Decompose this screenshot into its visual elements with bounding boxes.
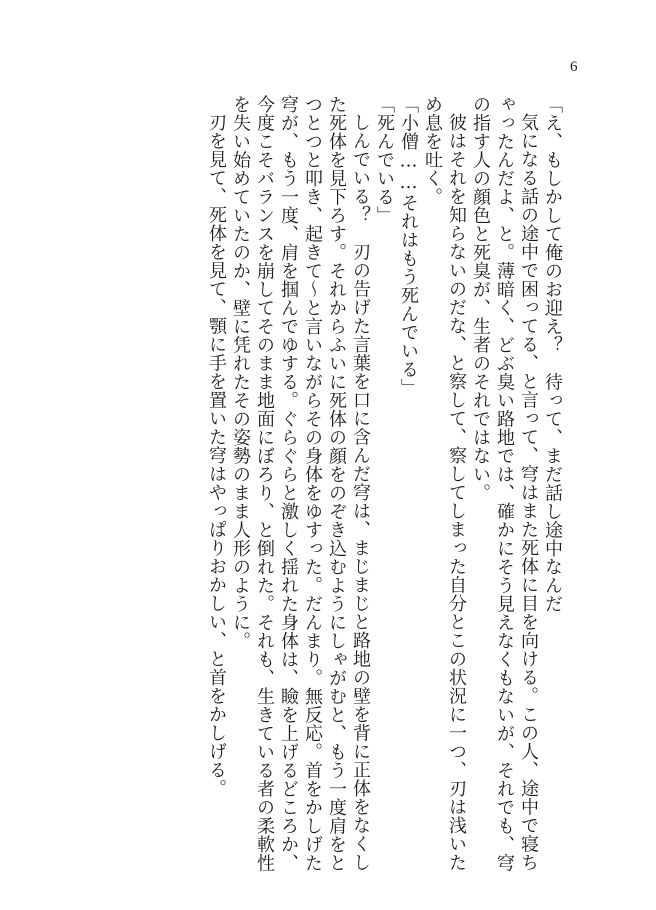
dialogue-paragraph: 「死んでいる」 bbox=[374, 95, 395, 225]
paragraph: 彼はそれを知らないのだな、と察して、察してしまった自分とこの状況に一つ、刃は浅いため息を吐く。 bbox=[422, 95, 467, 872]
paragraph: 「え、もしかして俺のお迎え？ 待って、まだ話し途中なんだ bbox=[542, 95, 563, 613]
page-number: 6 bbox=[570, 59, 578, 75]
dialogue-paragraph: 「小僧……それはもう死んでいる」 bbox=[398, 95, 419, 397]
paragraph: しんでいる？ 刃の告げた言葉を口に含んだ穹は、まじまじと路地の壁を背に正体をなくした死体を見下ろす。それからふいに死体の顔をのぞき込むようにしゃがむと、もう一度肩をとつとつと叩き、起きて〜と言いながらその身体をゆすった。だんまり。無反応。首をかしげた穹が、もう一度、肩を掴んでゆする。ぐらぐらと激しく揺れた身体は、瞼を上げるどころか、今度こそバランスを崩してそのまま地面にぼろり、と倒れた。それも、生きている者の柔軟性を失い始めていたのか、壁に凭れたその姿勢のまま人形のように。 bbox=[230, 95, 371, 872]
body-text bbox=[84, 95, 564, 885]
paragraph: 刃を見て、死体を見て、顎に手を置いた穹はやっぱりおかしい、と首をかしげる。 bbox=[206, 113, 227, 798]
paragraph: 気になる話の途中で困ってる、と言って、穹はまた死体に目を向ける。この人、途中で寝ちゃったんだよ、と。薄暗く、どぶ臭い路地では、確かにそう見えなくもないが、それでも、穹の指す人の顔色と死臭が、生者のそれではない。 bbox=[470, 95, 539, 872]
